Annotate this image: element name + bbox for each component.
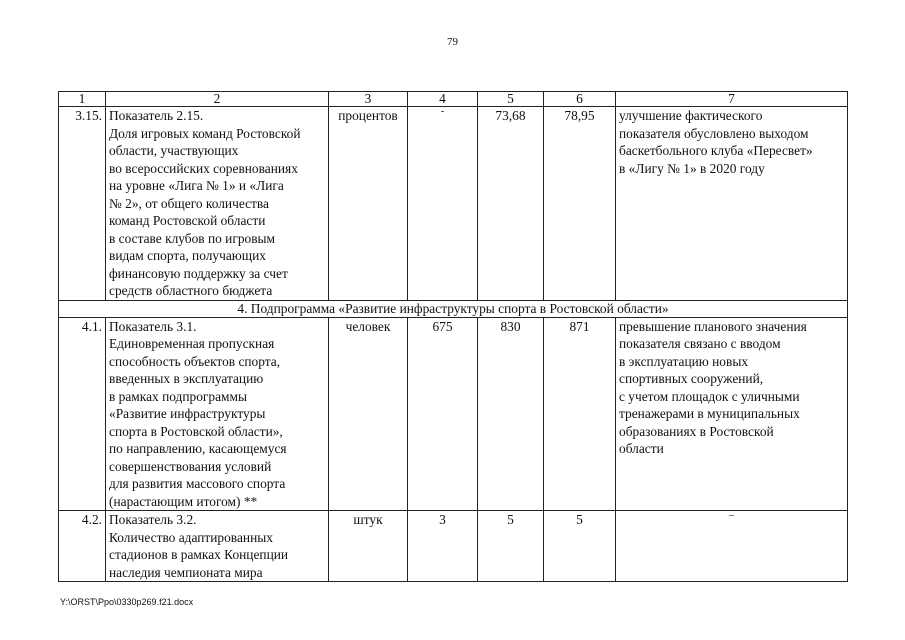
page-number: 79	[447, 36, 458, 48]
indicator-description	[106, 107, 329, 301]
note-line: тренажерами в муниципальных	[619, 406, 800, 421]
column-header: 2	[106, 92, 329, 107]
description-line: в составе клубов по игровым	[109, 230, 276, 246]
plan-value-cell	[408, 107, 478, 301]
note-line: области	[619, 441, 664, 456]
row-number: 3.15.	[59, 107, 106, 301]
row-number: 4.1.	[59, 317, 106, 511]
value-cell: 73,68	[478, 107, 544, 301]
note-line: показателя связано с вводом	[619, 336, 781, 351]
description-line: «Развитие инфраструктуры	[109, 406, 266, 421]
value-dash: -	[440, 106, 445, 117]
column-header: 3	[329, 92, 408, 107]
note-line: баскетбольного клуба «Пересвет»	[619, 143, 813, 158]
description-line: Доля игровых команд Ростовской	[109, 125, 301, 141]
description-line: Показатель 3.1.	[109, 318, 197, 334]
description-line: по направлению, касающемуся	[109, 441, 287, 456]
table-row	[59, 511, 848, 582]
value-cell: 871	[544, 317, 616, 511]
description-line: для развития массового спорта	[109, 476, 286, 491]
description-line: стадионов в рамках Концепции	[109, 547, 289, 562]
column-header: 1	[59, 92, 106, 107]
note-line: образованиях в Ростовской	[619, 423, 774, 439]
description-line: совершенствования условий	[109, 458, 272, 474]
unit-cell: штук	[329, 511, 408, 582]
table-header-row	[59, 92, 848, 107]
description-line: Показатель 3.2.	[109, 512, 197, 527]
value-cell: 675	[408, 317, 478, 511]
unit-cell: процентов	[329, 107, 408, 301]
description-line: наследия чемпионата мира	[109, 564, 263, 580]
note-line: с учетом площадок с уличными	[619, 388, 800, 404]
explanation-cell	[616, 107, 848, 301]
description-line: Количество адаптированных	[109, 529, 273, 545]
description-line: области, участвующих	[109, 143, 239, 158]
note-line: улучшение фактического	[619, 108, 763, 123]
indicators-table	[58, 91, 848, 582]
row-number: 4.2.	[59, 511, 106, 582]
value-cell: 5	[544, 511, 616, 582]
description-line: Показатель 2.15.	[109, 108, 204, 123]
column-header: 7	[616, 92, 848, 107]
note-line: превышение планового значения	[619, 318, 807, 334]
footer-file-path: Y:\ORST\Ppo\0330p269.f21.docx	[60, 597, 194, 607]
unit-cell: человек	[329, 317, 408, 511]
description-line: команд Ростовской области	[109, 213, 266, 228]
description-line: на уровне «Лига № 1» и «Лига	[109, 178, 284, 193]
section-row	[59, 300, 848, 317]
value-cell: 3	[408, 511, 478, 582]
indicator-description	[106, 511, 329, 582]
description-line: способность объектов спорта,	[109, 353, 281, 369]
value-cell: 78,95	[544, 107, 616, 301]
description-line: во всероссийских соревнованиях	[109, 160, 298, 176]
indicator-description	[106, 317, 329, 511]
column-header: 4	[408, 92, 478, 107]
description-line: средств областного бюджета	[109, 283, 273, 298]
note-line: в эксплуатацию новых	[619, 353, 749, 369]
note-dash: –	[729, 510, 734, 521]
description-line: в рамках подпрограммы	[109, 388, 247, 404]
description-line: финансовую поддержку за счет	[109, 265, 288, 281]
description-line: Единовременная пропускная	[109, 336, 275, 351]
description-line: спорта в Ростовской области»,	[109, 423, 283, 439]
column-header: 5	[478, 92, 544, 107]
table-row	[59, 107, 848, 301]
description-line: введенных в эксплуатацию	[109, 371, 264, 386]
section-title: 4. Подпрограмма «Развитие инфраструктуры спорта в Ростовской области»	[59, 300, 848, 317]
value-cell: 5	[478, 511, 544, 582]
description-line: (нарастающим итогом) **	[109, 493, 258, 509]
column-header: 6	[544, 92, 616, 107]
note-line: показателя обусловлено выходом	[619, 125, 809, 141]
explanation-cell	[616, 317, 848, 511]
description-line: № 2», от общего количества	[109, 195, 269, 211]
value-cell: 830	[478, 317, 544, 511]
description-line: видам спорта, получающих	[109, 248, 266, 263]
explanation-cell	[616, 511, 848, 582]
note-line: спортивных сооружений,	[619, 371, 764, 386]
note-line: в «Лигу № 1» в 2020 году	[619, 160, 765, 176]
table-row	[59, 317, 848, 511]
